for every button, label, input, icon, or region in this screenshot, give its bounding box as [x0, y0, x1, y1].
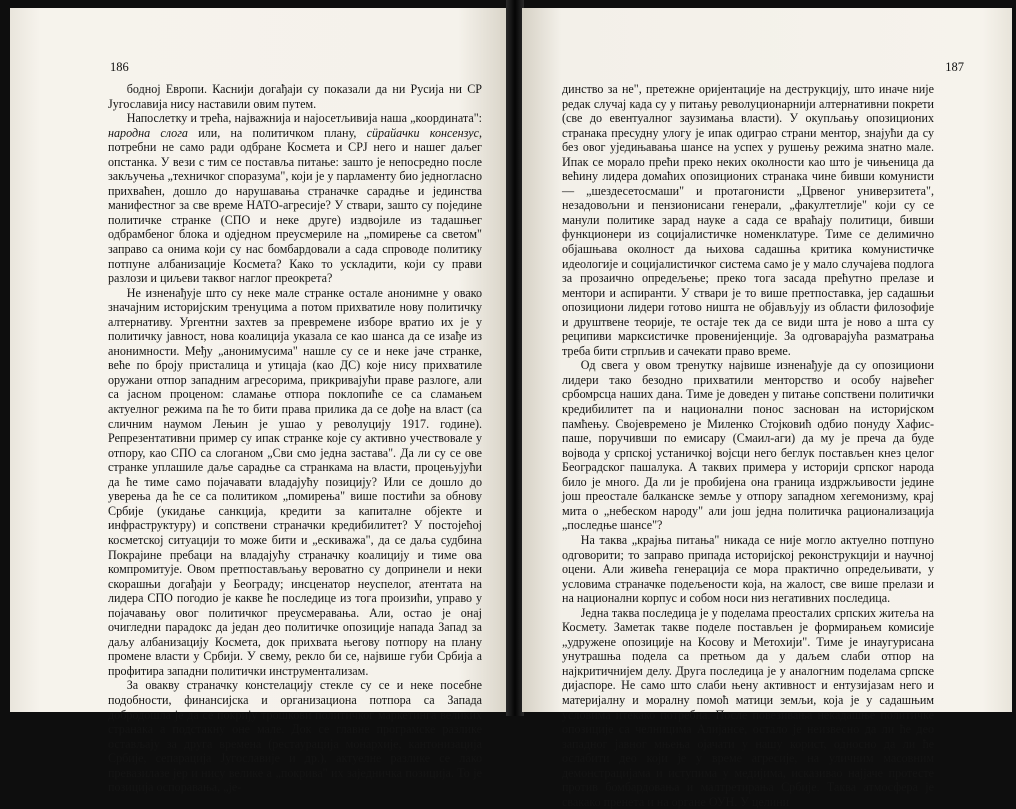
paragraph: [562, 606, 934, 809]
text-run: или, на политичком плану,: [187, 125, 367, 140]
paragraph: [108, 111, 482, 286]
paragraph: [108, 678, 482, 794]
paragraph: [562, 533, 934, 606]
right-page: [522, 8, 1012, 809]
text-run: Једна таква последица је у поделама преосталих српских житеља на Космету. Заметак такве поделе постављен је формирањем комисије „удружене опозиције на Косову и Метохији". Тиме је инаугурисана унутрашња подела са претњом да у даљем слаби отпор на најкритичнијем делу. Друга последица је у аналогним поделама српске дијаспоре. Не само што слаби њену активност и ентузијазам него и материјалну и моралну помоћ матици земљи, која је у садашњим условима итекако потребна. После повезивања некадашње политичке опозиције са челницима Алијансе, остало је неизвесно да ли ће део западног јавног мњења ојачати у нашу корист, односно да ли ће ослабити део који је у време агресије, на уличним масовним демонстрацијама и иступима у медијима, исказивао најјаче протесте против бомбардовања и малтретирања Србије. Таква атмосфера је свакако пренета и на органе ОУН. У целини: [562, 605, 934, 809]
left-page: [10, 8, 508, 795]
text-run: Напослетку и трећа, најважнија и најосетљивија наша „координата":: [126, 111, 482, 126]
paragraph: [108, 82, 482, 111]
page-number-left: 186: [110, 60, 129, 74]
text-run: динство за не", претежне оријентације на деструкцију, што иначе није редак случај када су у питању револуционарнији алтернативни покрети (све до евентуалног заузимања власти). У окупљању опозиционих странака пресудну улогу је ипак одиграо страни ментор, знајући да су без овог уједињавања шансе на успех у рушењу режима знатно мале. Ипак се морало прећи преко неких околности као што је чињеница да већину лидера домаћих опозиционих странака чине бивши комунисти — „шездесетосмаши" и протагонисти „Црвеног универзитета", незадовољни и пензионисани генерали, „факултетлије" који су се манули политике зарад науке а сада се враћају политици, бивши функционери из социјалистичке номенклатуре. Тиме се делимично објашњава околност да њихова садашња критика комунистичке идеологије и социјалистичког система само је у мало случајева подлога за прозаично опредељење; преко тога засада прећутно прелазе и ментори и аспиранти. У ствари је то више претпоставка, јер садашњи опозициони лидери готово ништа не објављују из области филозофије и друштвене теорије, те остаје тек да се види шта је ново а шта су реципиви марксистичке провенијенције. За одговарајућа разматрања треба бити стрпљив и сачекати право време.: [562, 82, 934, 358]
text-run: Од свега у овом тренутку највише изненађује да су опозициони лидери тако безодно прихватили менторство и особу највећег србомрсца наших дана. Тиме је доведен у питање сопствени политички кредибилитет па и национални понос заснован на историјском памћењу. Својевремено је Миленко Стојковић одбио понуду Хафис-паше, поручивши по емисару (Смаил-аги) да му је преча да буде војвода у српској устаничкој војсци него беглук постављен кнез целог Београдског пашалука. А таквих примера у историји српског народа било је много. Да ли је пробијена она граница издржљивости једине још преостале балканске земље у отпору западном хегемонизму, крај мита о „небеском народу" али још једна политичка рационализација „последње шансе"?: [562, 358, 934, 533]
text-run: На таква „крајња питања" никада се није могло актуелно потпуно одговорити; то заправо припада историјској реконструкцији и научној оцени. Али живећа генерација се мора практично опредељивати, у условима страначке подељености која, на жалост, све више прелази и на национални корпус и собом носи низ негативних последица.: [562, 532, 934, 606]
text-run: , потребни не само ради одбране Космета и СРЈ него и нашег даљег опстанка. У вези с тим се поставља питање: зашто је непосредно после закључења „техничког споразума", који је у парламенту био једногласно прихваћен, дошло до нарушавања страначке сарадње и јединства манифестног за све време НАТО-агресије? У ствари, зашто су поједине политичке странке (СПО и неке друге) издвојиле из тадашњег одбрамбеног блока и одједном преусмериле на „помирење са светом" заправо са онима који су нас бомбардовали а сада спроводе политику потпуне албанизације Космета? Како то ускладити, који су прави разлози и циљеви таквог наглог преокрета?: [108, 125, 482, 286]
paragraph: [108, 286, 482, 679]
left-page-text: [108, 82, 482, 795]
text-run: За овакву страначку констелацију стекле су се и неке посебне подобности, финансијска и организациона потпора са Запада добродошла је да се покрију трошкови политичког маркетинга великих странака а подстакну оне мале. Док се главне програмске разлике остављају за друга времена (рестаурација монархије, кантонизација Србије, сепарација Југославије и др.), актуелне разлике се лако превазилазе јер и нису велике а „покрива" их заједничка позиција. То је позиција оспоравања, „је-: [108, 678, 482, 795]
page-number-right: 187: [945, 60, 964, 74]
paragraph: [562, 82, 934, 358]
text-run: бодној Европи. Каснији догађаји су показали да ни Русија ни СР Југославија нису наставили овим путем.: [108, 82, 482, 111]
paragraph: [562, 358, 934, 533]
right-page-text: [562, 82, 934, 809]
italic-phrase: сüрайачки консензус: [366, 125, 479, 140]
italic-phrase: народна слога: [108, 125, 188, 140]
text-run: Не изненађује што су неке мале странке остале анонимне у овако значајним историјским тренуцима а потом прихватиле нову политичку алтернативу. Ургентни захтев за превремене изборе вратио их је у политичку јавност, нова коалиција указала се као шанса да се изађе из анонимности. Међу „анонимусима" нашле су се и неке јаче странке, веће по броју присталица и утицаја (као ДС) које нису прихватиле оружани отпор западним агресорима, прикривајући праве разлоге, али са јасном проценом: сламање отпора поклопиће се са сламањем актуелног режима па ће то бити права прилика да се дође на власт (са сличним наумом Лењин је ушао у револуцију 1917. године). Репрезентативни пример су ипак странке које су активно учествовале у отпору, као СПО са слоганом „Сви смо једна застава". Да ли су се ове странке уплашиле даље сарадње са странкама на власти, процењујући да ће тиме само појачавати владајућу позицију? Или се дошло до уверења да ће се са политиком „помирења" више постићи за обнову Србије (укидање санкција, кредити за капиталне објекте и инфраструктуру) и сопствени страначки кредибилитет? У постојећој косметској ситуацији то може бити и „ескиважа", да се даља судбина Покрајине пребаци на владајућу страначку коалицију и тиме ова компромитује. Овом претпостављању вероватно су допринели и неки скорашњи догађаји у Београду; инсценатор неуспелог, атентата на лидера СПО погодио је какве ће последице из тога произићи, управо у појачавању овог политичког преусмеравања. Али, остао је онај очигледни парадокс да један део политичке опозиције напада Запад за даљу албанизацију Космета, док прихвата његову потпору на плану промене власти у Србији. У свему, рекло би се, највише губи Србија а профитира западни политички инструментализам.: [108, 285, 482, 678]
